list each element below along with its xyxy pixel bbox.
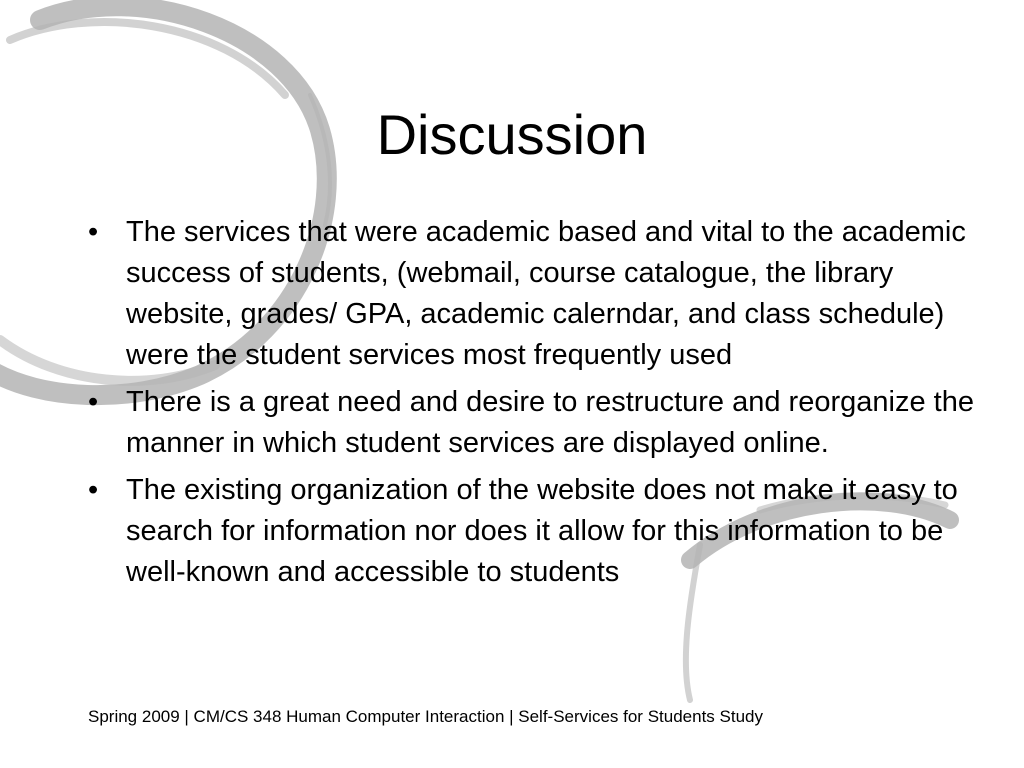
bullet-marker: • [88, 216, 99, 248]
slide-footer: Spring 2009 | CM/CS 348 Human Computer Interaction | Self-Services for Students Study [88, 707, 763, 726]
slide-title: Discussion [376, 103, 648, 166]
bullet-item [84, 212, 984, 376]
bullet-list [84, 212, 984, 599]
bullet-item [84, 470, 984, 593]
bullet-text: The existing organization of the website does not make it easy to search for information nor does it allow for this information to be well-known and accessible to students [126, 474, 958, 588]
bullet-item [84, 382, 984, 464]
bullet-text: The services that were academic based and vital to the academic success of students, (webmail, course catalogue, the library website, grades/ GPA, academic calerndar, and class schedule) were the student services most frequently used [126, 216, 966, 371]
bullet-text: There is a great need and desire to restructure and reorganize the manner in which student services are displayed online. [126, 386, 974, 459]
bullet-marker: • [88, 386, 99, 418]
bullet-marker: • [88, 474, 99, 506]
